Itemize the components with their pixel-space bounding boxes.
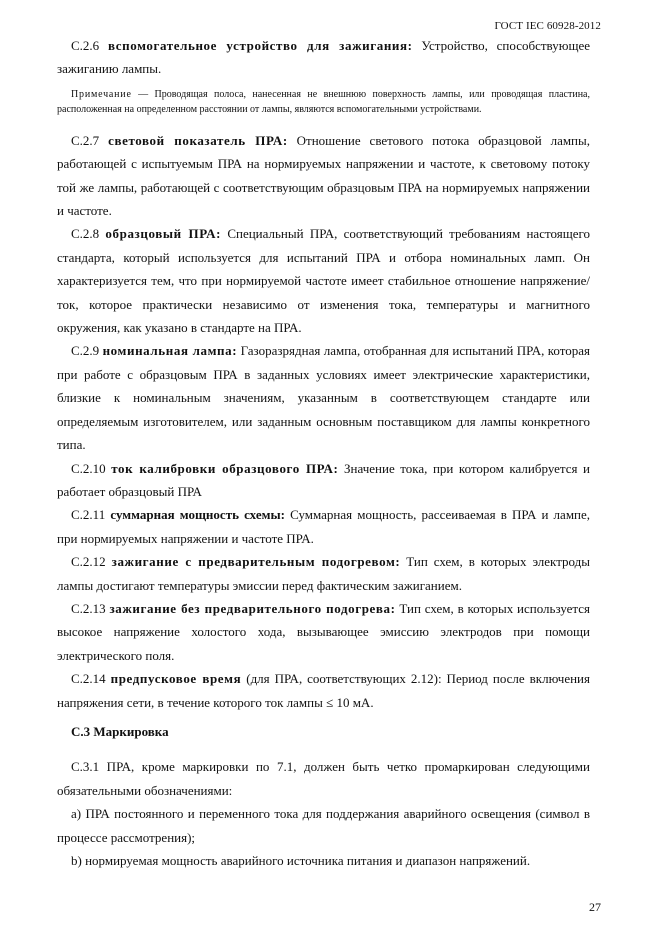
clause-term: ток калибровки образцового ПРА: xyxy=(111,460,339,476)
clause-text: Тип схем, в которых используется высокое напряжение холостого хода, вызывающее эмиссию электродов при помощи электрического поля. xyxy=(57,600,591,663)
clause-text: Газоразрядная лампа, отобранная для испытаний ПРА, которая при работе с образцовым ПРА в заданных условиях имеет электрические характеристики, близкие к номинальным значениям, указанным в соответствующем стандарте или определяемым изготовителем, или заданным основным поставщиком для лампы конкретного типа. xyxy=(57,343,590,453)
clause-number: С.2.11 xyxy=(71,507,106,523)
clause-text: Значение тока, при котором калибруется и работает образцовый ПРА xyxy=(57,460,591,499)
section-heading: С.3 Маркировка xyxy=(71,723,169,739)
clause-number: С.2.10 xyxy=(71,460,106,476)
note-label: Примечание xyxy=(71,88,132,100)
clause-text: Отношение светового потока образцовой лампы, работающей с испытуемым ПРА на нормируемых напряжении и частоте, к световому потоку той же лампы, работающей с соответствующим образцовым ПРА на нормируемых напряжении и частоте. xyxy=(57,132,591,219)
clause-number: С.2.7 xyxy=(71,132,100,148)
page-number: 27 xyxy=(589,900,601,914)
clause-c2-10 xyxy=(57,457,590,504)
list-item-b: b) нормируемая мощность аварийного источника питания и диапазон напряжений. xyxy=(71,853,531,868)
clause-c2-11 xyxy=(57,503,590,550)
clause-number: С.2.9 xyxy=(71,343,100,359)
list-item-a: а) ПРА постоянного и переменного тока для поддержания аварийного освещения (символ в процессе рассмотрения); xyxy=(57,806,590,845)
clause-text: Тип схем, в которых электроды лампы достигают температуры эмиссии перед фактическим зажиганием. xyxy=(57,554,591,593)
clause-number: С.2.13 xyxy=(71,600,106,616)
clause-text: (для ПРА, соответствующих 2.12): Период после включения напряжения сети, в течение которого ток лампы ≤ 10 мА. xyxy=(57,671,590,710)
clause-c3-1: С.3.1 ПРА, кроме маркировки по 7.1, должен быть четко промаркирован следующими обязательными обозначениями: xyxy=(57,759,590,798)
clause-term: номинальная лампа: xyxy=(102,343,238,359)
note-text: — Проводящая полоса, нанесенная не внешнюю поверхность лампы, или проводящая пластина, расположенная на определенном расстоянии от лампы, являются вспомогательными устройствами. xyxy=(57,88,590,115)
clause-number: С.2.8 xyxy=(71,226,100,242)
clause-c2-13 xyxy=(57,597,590,667)
clause-term: предпусковое время xyxy=(110,671,242,687)
clause-term: зажигание без предварительного подогрева: xyxy=(109,600,396,616)
clause-c2-7 xyxy=(57,129,590,223)
page-body xyxy=(57,34,590,872)
clause-c2-14 xyxy=(57,667,590,714)
clause-term: суммарная мощность схемы: xyxy=(110,507,285,523)
clause-c2-9 xyxy=(57,339,590,456)
note xyxy=(57,87,590,117)
clause-number: С.2.12 xyxy=(71,554,106,570)
clause-text: Устройство, способствующее зажиганию лампы. xyxy=(57,38,590,77)
clause-text: Суммарная мощность, рассеиваемая в ПРА и лампе, при нормируемых напряжении и частоте ПРА. xyxy=(57,507,591,546)
clause-number: С.2.14 xyxy=(71,671,106,687)
clause-term: образцовый ПРА: xyxy=(105,226,222,242)
clause-term: световой показатель ПРА: xyxy=(108,132,288,148)
clause-term: зажигание с предварительным подогревом: xyxy=(111,554,401,570)
clause-c2-6 xyxy=(57,34,590,81)
clause-text: Специальный ПРА, соответствующий требованиям настоящего стандарта, который используется для испытаний ПРА и отбора номинальных ламп. Он характеризуется тем, что при нормируемой частоте имеет стабильное отношение напряжение/ток, которое практически независимо от изменения тока, температуры и магнитного окружения, как указано в стандарте на ПРА. xyxy=(57,226,590,336)
clause-number: С.2.6 xyxy=(71,38,100,53)
clause-c2-8 xyxy=(57,222,590,339)
clause-term: вспомогательное устройство для зажигания: xyxy=(107,38,413,53)
clause-c2-12 xyxy=(57,550,590,597)
document-header: ГОСТ IEC 60928-2012 xyxy=(494,20,601,32)
